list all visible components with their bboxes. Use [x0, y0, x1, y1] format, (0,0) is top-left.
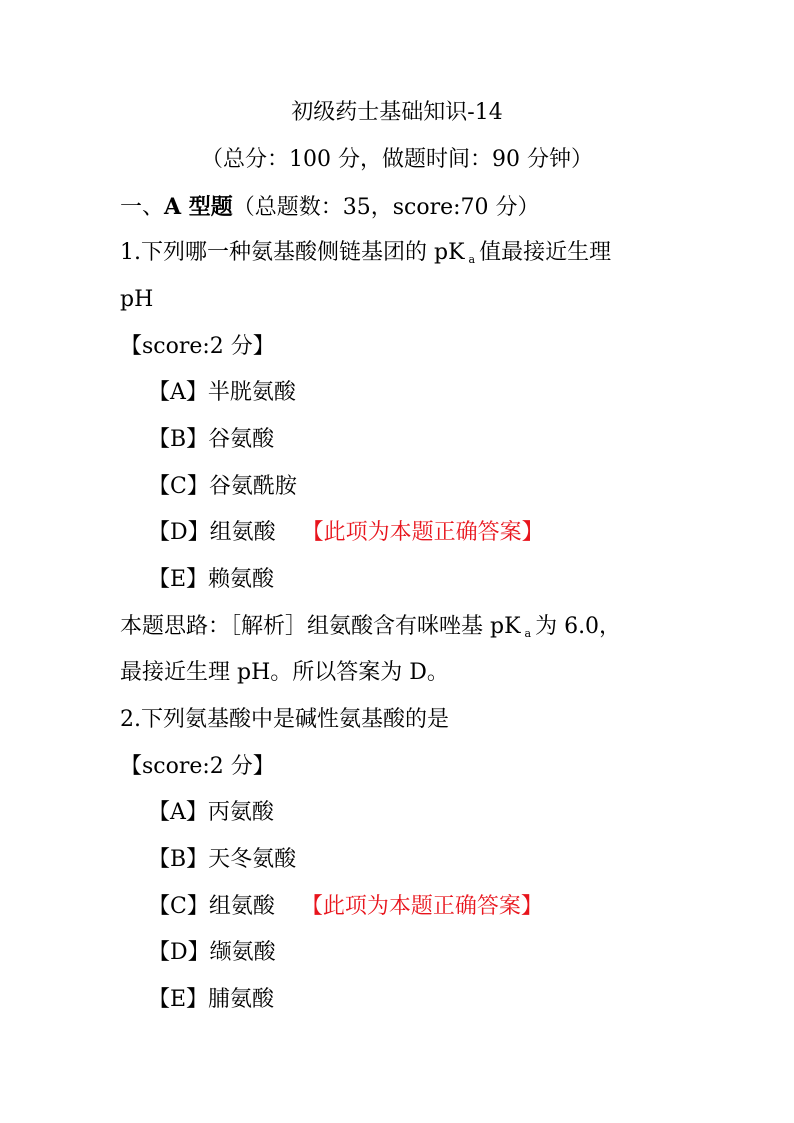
question-1-stem-line2: pH: [120, 287, 154, 312]
question-1-option-d: [148, 518, 544, 548]
section-prefix: 一、: [120, 195, 165, 220]
question-2-option-c-text: 【C】组氨酸: [148, 894, 275, 919]
document-subtitle: （总分：100 分，做题时间：90 分钟）: [201, 147, 593, 172]
question-1-option-c: 【C】谷氨酰胺: [148, 474, 297, 499]
question-2-option-d: 【D】缬氨酸: [148, 940, 276, 965]
document-title: 初级药士基础知识-14: [291, 100, 503, 125]
section-name: A 型题: [164, 194, 233, 220]
section-info: （总题数：35，score:70 分）: [232, 195, 540, 220]
question-1-option-d-text: 【D】组氨酸: [148, 520, 276, 545]
question-2-score: 【score:2 分】: [120, 754, 275, 779]
question-2-stem: 2.下列氨基酸中是碱性氨基酸的是: [120, 707, 449, 732]
correct-answer-tag: 【此项为本题正确答案】: [300, 894, 543, 919]
question-1-analysis: [120, 612, 621, 649]
question-1-stem-text: 1.下列哪一种氨基酸侧链基团的 pK: [120, 240, 465, 265]
question-2-option-e: 【E】脯氨酸: [148, 987, 275, 1012]
question-1-analysis-text-cont: 为 6.0，: [535, 614, 622, 639]
question-2-option-c: [148, 892, 543, 922]
question-2-option-b: 【B】天冬氨酸: [148, 847, 297, 872]
question-1-stem: [120, 238, 611, 275]
question-1-subscript: a: [468, 253, 476, 266]
question-2-option-a: 【A】丙氨酸: [148, 800, 274, 825]
question-1-option-e: 【E】赖氨酸: [148, 567, 275, 592]
correct-answer-tag: 【此项为本题正确答案】: [301, 520, 544, 545]
question-1-score: 【score:2 分】: [120, 334, 275, 359]
question-1-option-a: 【A】半胱氨酸: [148, 380, 296, 405]
question-1-analysis-text: 本题思路：［解析］组氨酸含有咪唑基 pK: [120, 614, 521, 639]
section-header: [120, 192, 540, 223]
question-1-analysis-line2: 最接近生理 pH。所以答案为 D。: [120, 660, 449, 685]
question-1-stem-text-cont: 值最接近生理: [479, 240, 612, 265]
question-1-analysis-subscript: a: [524, 627, 532, 640]
question-1-option-b: 【B】谷氨酸: [148, 427, 275, 452]
